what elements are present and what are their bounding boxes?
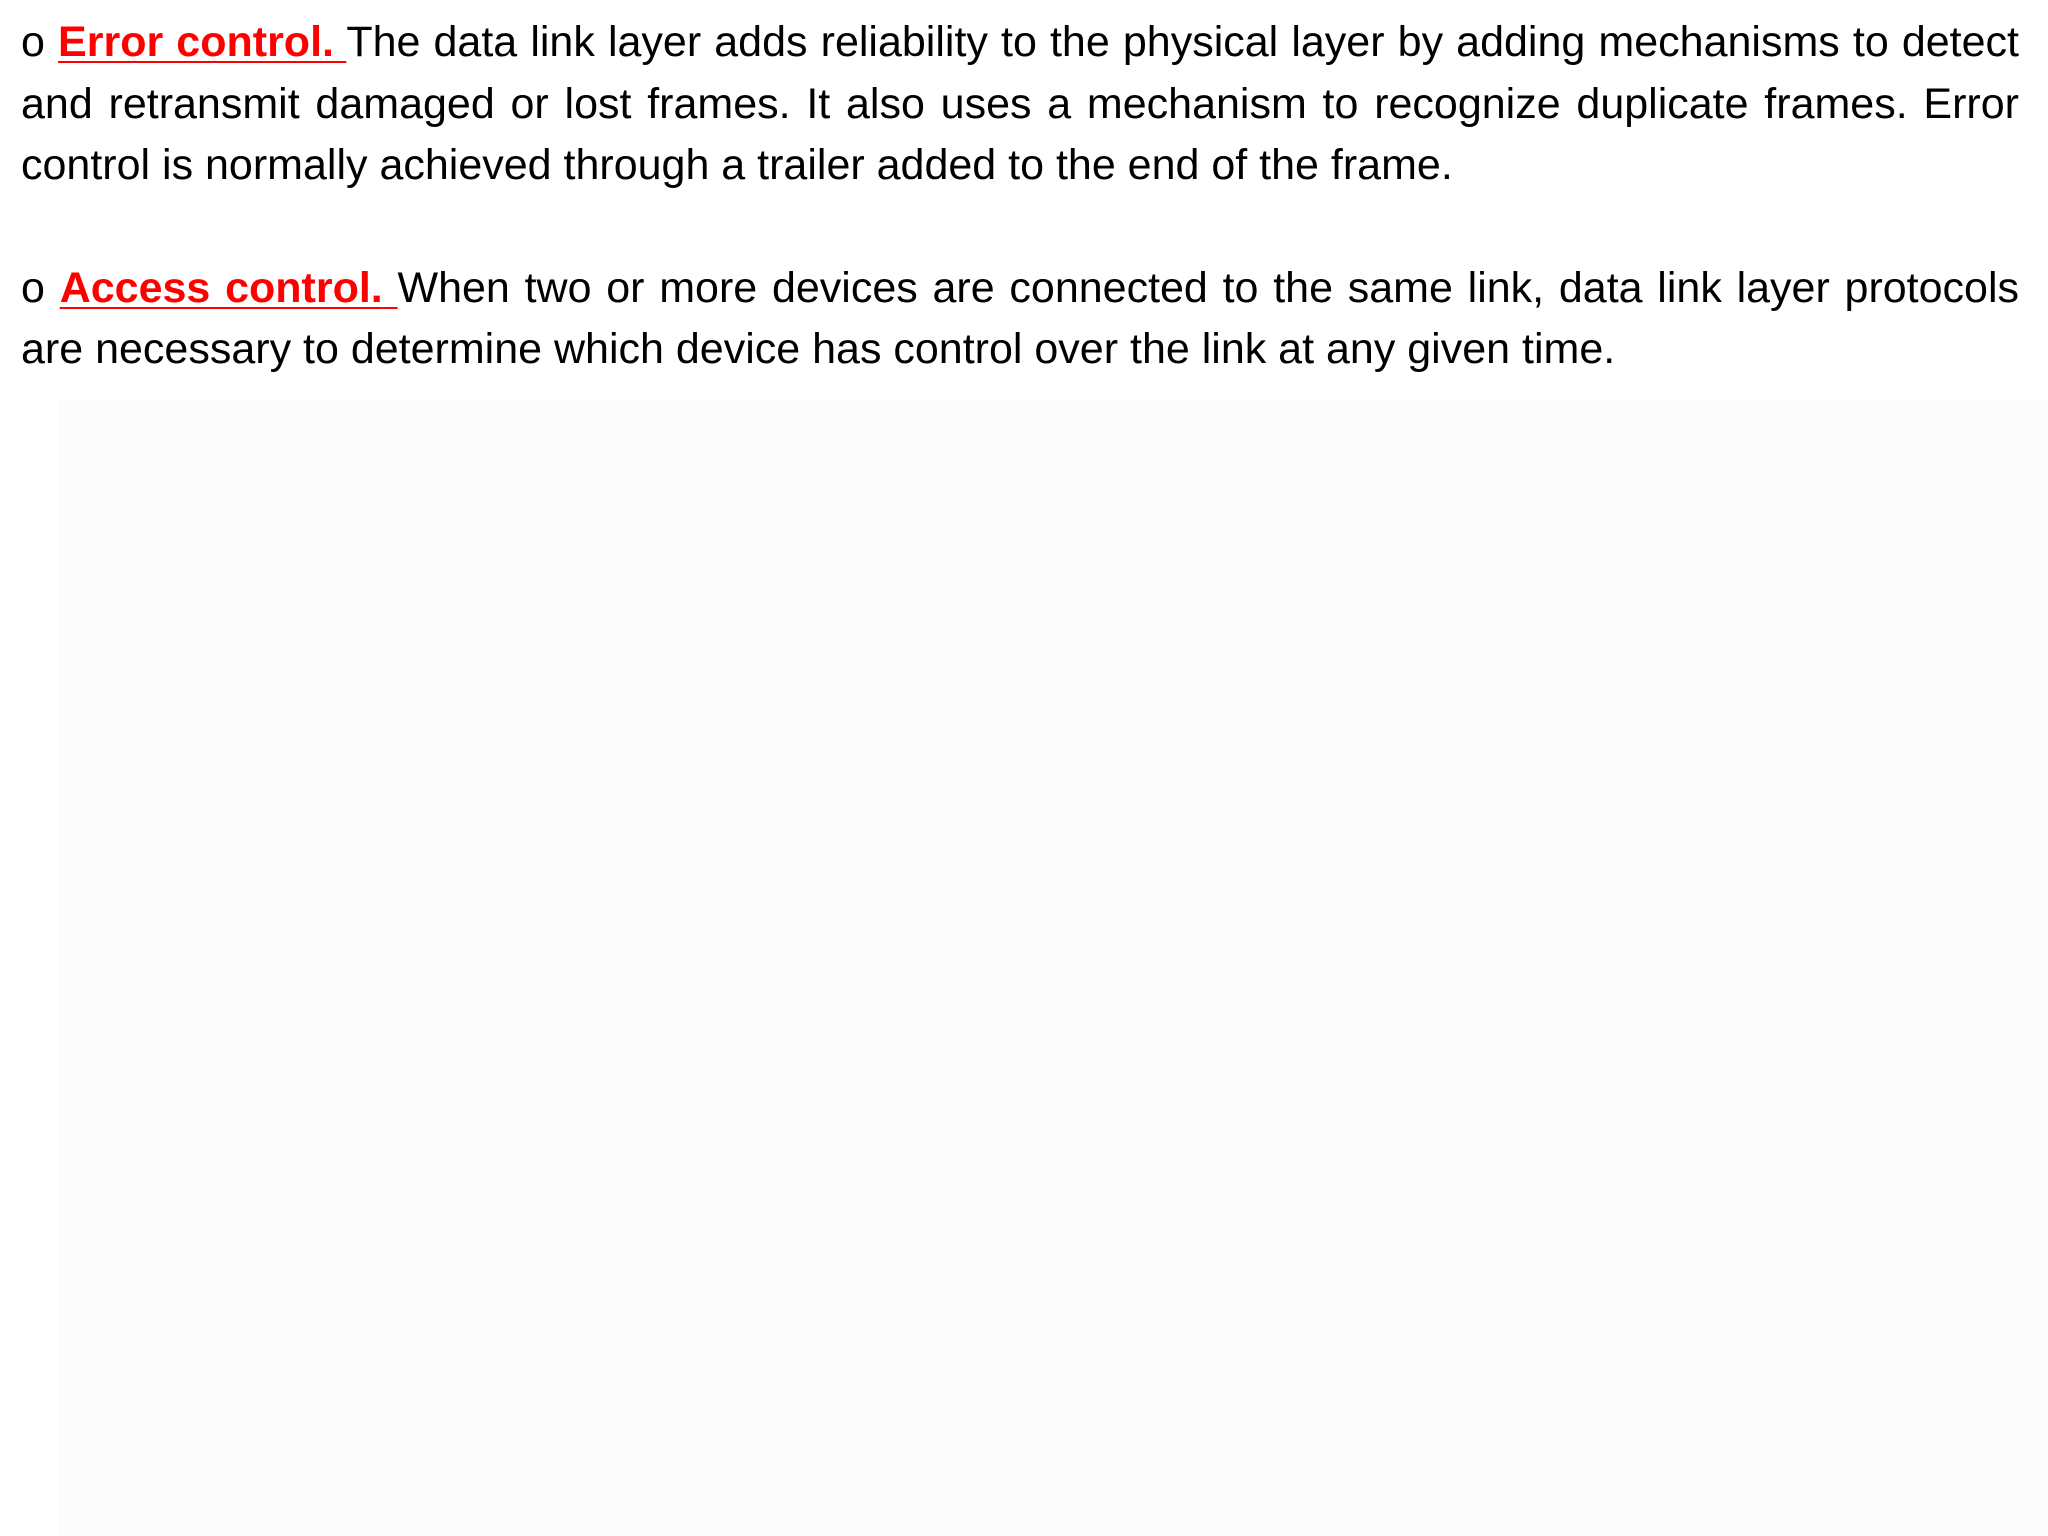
term-underline-gap bbox=[334, 18, 346, 66]
access-control-body: When two or more devices are connected to the same link, data link layer protocols are necessary to determine which device has control over the link at any given time. bbox=[21, 263, 2020, 373]
bullet-marker: o bbox=[21, 18, 45, 66]
access-control-term: Access control. bbox=[59, 263, 383, 312]
bullet-marker: o bbox=[21, 263, 45, 312]
background-panel bbox=[58, 400, 2048, 1536]
error-control-paragraph bbox=[21, 12, 2019, 197]
error-control-body: The data link layer adds reliability to the physical layer by adding mechanisms to detect and retransmit damaged or lost frames. It also uses a mechanism to recognize duplicate frames. Error control is normally achieved through a trailer added to the end of the frame. bbox=[21, 18, 2019, 189]
term-underline-gap bbox=[383, 264, 398, 312]
slide-content bbox=[21, 12, 2019, 381]
error-control-term: Error control. bbox=[58, 18, 334, 66]
access-control-paragraph bbox=[21, 258, 2019, 381]
